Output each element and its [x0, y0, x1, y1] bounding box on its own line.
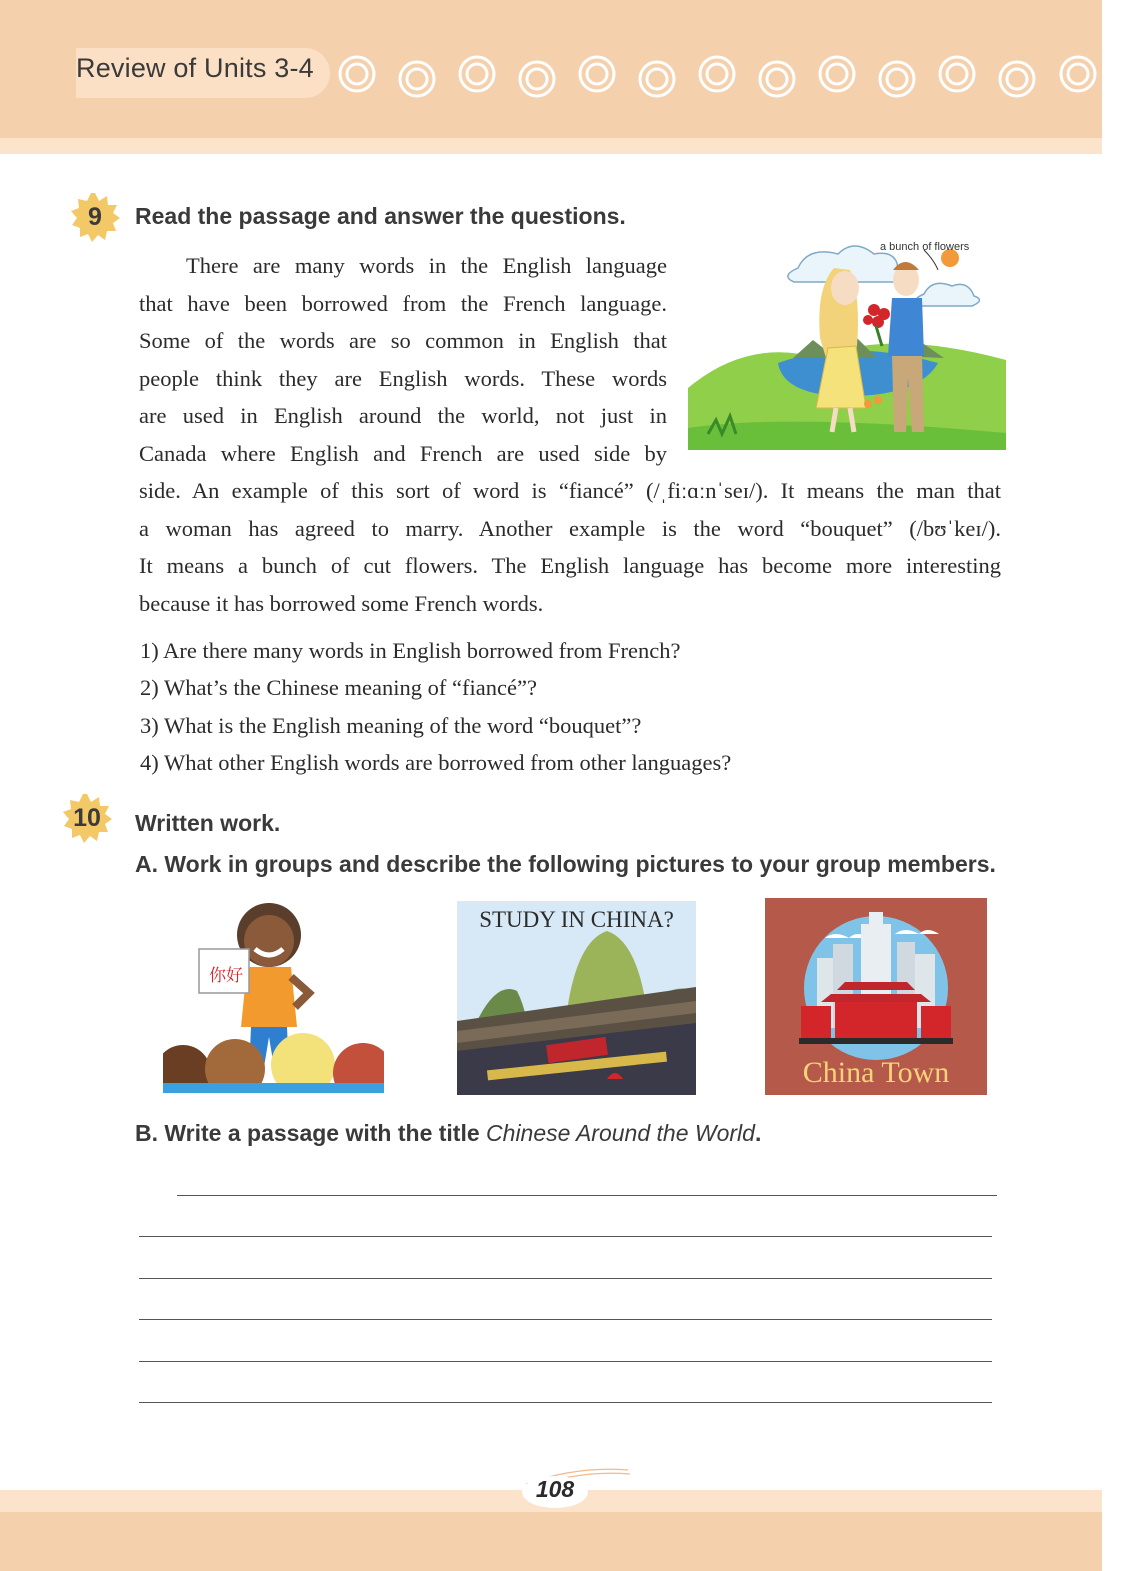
china-town-caption: China Town — [802, 1056, 950, 1089]
couple-illustration — [688, 228, 1006, 450]
passage-line: There are many words in the English language — [186, 253, 667, 278]
passage-line: people think they are English words. These words — [139, 366, 667, 391]
section-10-heading: Written work. — [135, 810, 281, 836]
part-b-prefix: B. Write a passage with the title — [135, 1120, 487, 1146]
passage-line: a woman has agreed to marry. Another example is the word “bouquet” (/bʊˈkeɪ/). — [139, 516, 1001, 541]
writing-line[interactable] — [139, 1236, 992, 1237]
part-b-title: Chinese Around the World — [486, 1120, 755, 1146]
passage-line: are used in English around the world, not just in — [139, 403, 667, 428]
page-number — [520, 1474, 590, 1510]
boy-sign-picture — [163, 897, 384, 1093]
writing-line[interactable] — [177, 1195, 997, 1196]
section-9-number: 9 — [88, 203, 102, 231]
passage-line: side. An example of this sort of word is “fiancé” (/ˌfiːɑːnˈseɪ/). It means the man that — [139, 478, 1001, 503]
page-header-title: Review of Units 3-4 — [76, 53, 314, 83]
nihao-sign-text: 你好 — [209, 966, 243, 986]
part-b-suffix: . — [754, 1120, 762, 1146]
page-number-text: 108 — [535, 1476, 575, 1502]
right-margin — [1102, 0, 1123, 1571]
writing-line[interactable] — [139, 1361, 992, 1362]
writing-line[interactable] — [139, 1402, 992, 1403]
question-4: 4) What other English words are borrowed from other languages? — [140, 750, 732, 775]
section-9-heading: Read the passage and answer the questions. — [135, 203, 626, 229]
passage-line: because it has borrowed some French words. — [139, 591, 544, 616]
writing-line[interactable] — [139, 1319, 992, 1320]
study-in-china-picture — [457, 901, 696, 1095]
question-3: 3) What is the English meaning of the word “bouquet”? — [140, 713, 642, 738]
part-b-instruction — [135, 1120, 761, 1147]
part-a-instruction: A. Work in groups and describe the following pictures to your group members. — [135, 851, 996, 877]
question-2: 2) What’s the Chinese meaning of “fiancé”? — [140, 675, 537, 700]
study-in-china-caption: STUDY IN CHINA? — [479, 907, 674, 932]
section-10-badge — [62, 793, 112, 843]
passage-line: Canada where English and French are used side by — [139, 441, 667, 466]
writing-line[interactable] — [139, 1278, 992, 1279]
china-town-picture — [765, 898, 987, 1095]
passage-line: It means a bunch of cut flowers. The English language has become more interesting — [139, 553, 1001, 578]
passage-line: that have been borrowed from the French language. — [139, 291, 667, 316]
section-10-number: 10 — [73, 804, 101, 832]
decorative-rings — [336, 50, 1102, 102]
header-strip — [0, 138, 1102, 154]
passage-line: Some of the words are so common in English that — [139, 328, 667, 353]
flowers-label: a bunch of flowers — [880, 241, 970, 253]
section-9-badge — [70, 192, 120, 242]
question-1: 1) Are there many words in English borrowed from French? — [140, 638, 681, 663]
